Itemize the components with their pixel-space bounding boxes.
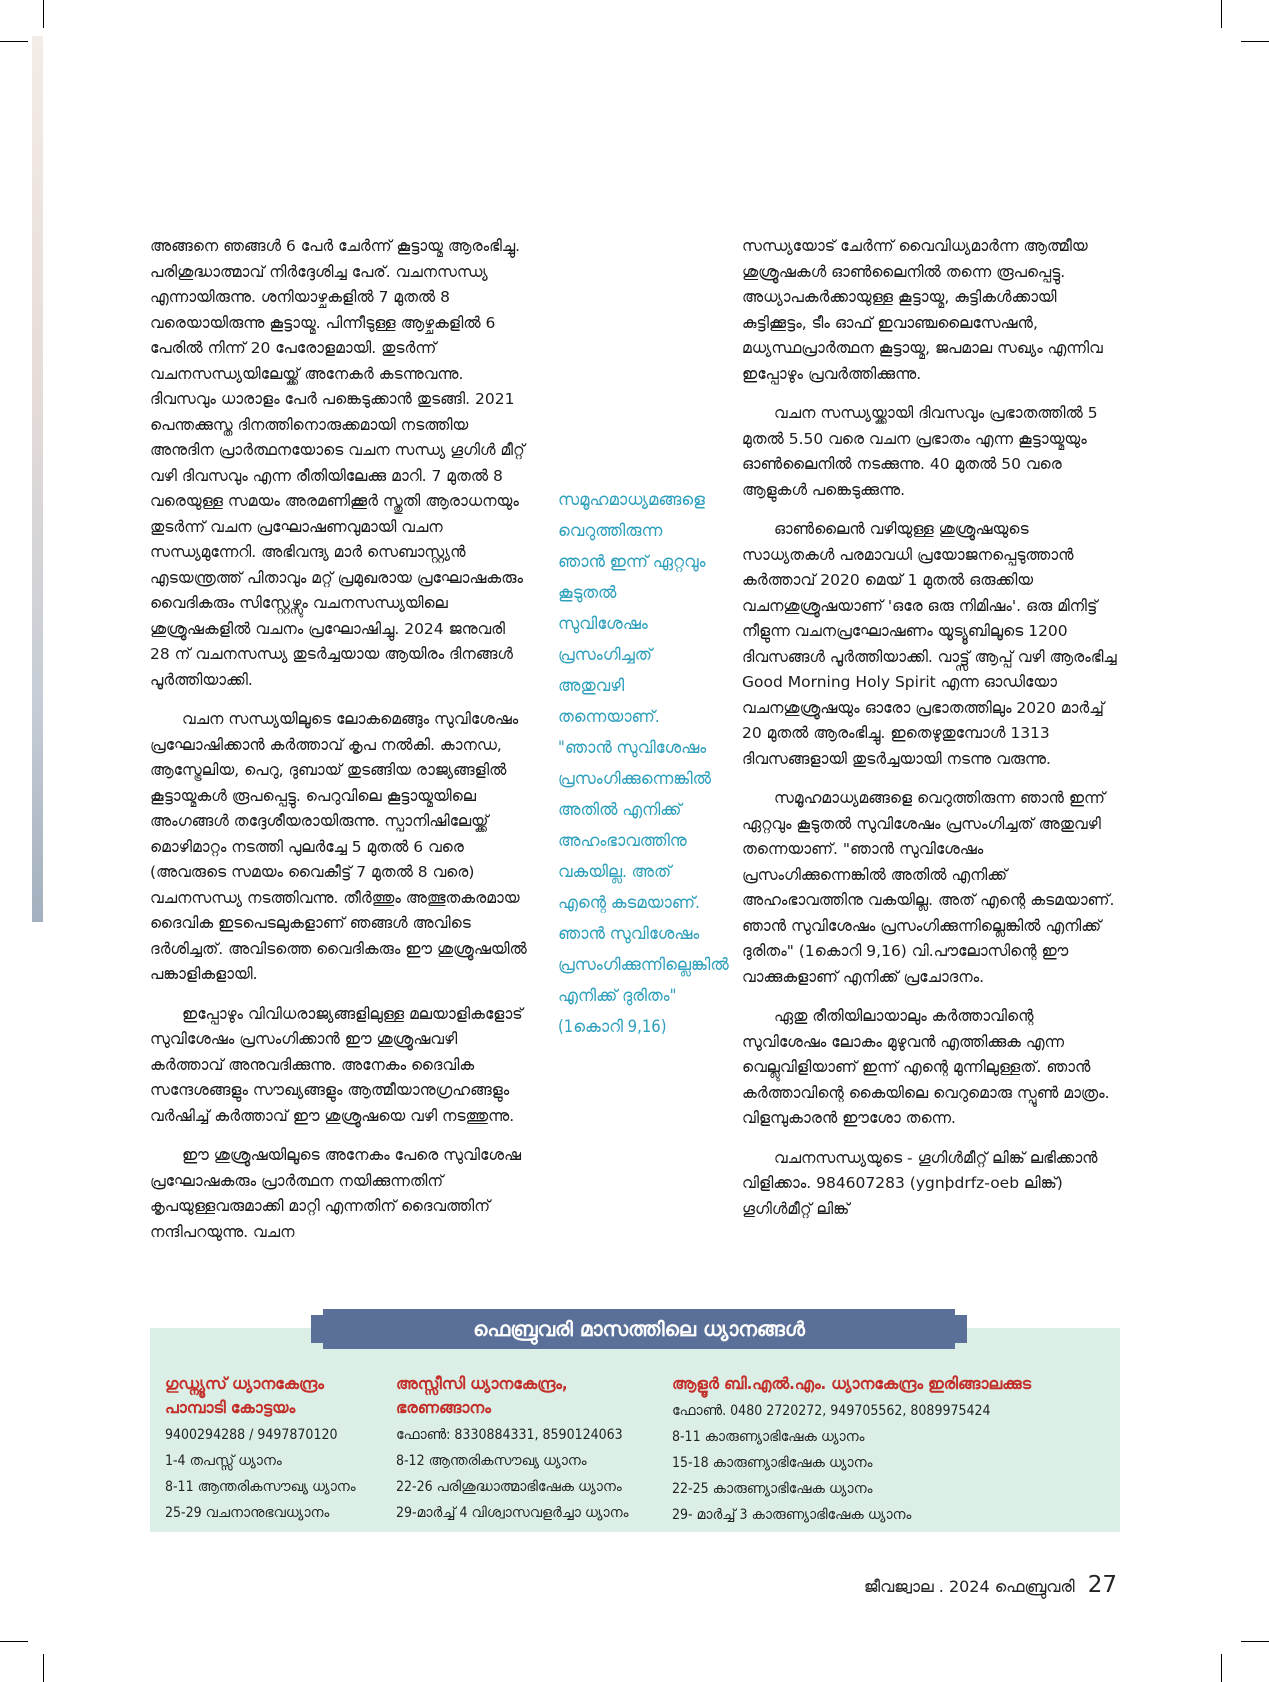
page-number: 27 — [1087, 1572, 1117, 1598]
retreat-event: 29- മാർച്ച് 3 കാരുണ്യാഭിഷേക ധ്യാനം — [672, 1507, 912, 1523]
article-paragraph: ഓൺലൈൻ വഴിയുള്ള ശുശ്രൂഷയുടെ സാധ്യതകൾ പരമാവധി പ്രയോജനപ്പെടുത്താൻ കർത്താവ് 2020 മെയ് 1 മുതൽ ഒരുക്കിയ വചനശുശ്രൂഷയാണ് 'ഒരേ ഒരു നിമിഷം'. ഒരു മിനിട്ട് നീളുന്ന വചനപ്രഘോഷണം യൂട്യൂബിലൂടെ 1200 ദിവസങ്ങൾ പൂർത്തിയാക്കി. വാട്ട്സ് ആപ്പ് വഴി ആരംഭിച്ച Good Morning Holy Spirit എന്ന ഓഡിയോ വചനശുശ്രൂഷയും ഓരോ പ്രഭാതത്തിലും 2020 മാർച്ച് 20 മുതൽ ആരംഭിച്ചു. ഇതെഴുതുമ്പോൾ 1313 ദിവസങ്ങളായി തുടർച്ചയായി നടന്നു വരുന്നു. — [742, 520, 1117, 768]
page-footer — [864, 1572, 1117, 1598]
crop-mark — [43, 0, 44, 28]
retreat-event: 8-12 ആന്തരികസൗഖ്യ ധ്യാനം — [396, 1453, 587, 1469]
pull-quote: സമൂഹമാധ്യമങ്ങളെ വെറുത്തിരുന്ന ഞാൻ ഇന്ന് ഏറ്റവും കൂടുതൽ സുവിശേഷം പ്രസംഗിച്ചത് അതുവഴി തന്നെയാണ്. "ഞാൻ സുവിശേഷം പ്രസംഗിക്കുന്നെങ്കിൽ അതിൽ എനിക്ക് അഹംഭാവത്തിനു വകയില്ല. അത് എന്റെ കടമയാണ്. ഞാൻ സുവിശേഷം പ്രസംഗിക്കുന്നില്ലെങ്കിൽ എനിക്ക് ദുരിതം" (1കൊറി 9,16) — [558, 490, 729, 1036]
retreat-center-title: ഗുഡ്ന്യൂസ് ധ്യാനകേന്ദ്രം പാമ്പാടി കോട്ടയം — [165, 1374, 324, 1417]
magazine-name-date: ജീവജ്വാല . 2024 ഫെബ്രുവരി — [863, 1577, 1075, 1596]
crop-mark — [0, 1641, 28, 1642]
retreat-event: 15-18 കാരുണ്യാഭിഷേക ധ്യാനം — [672, 1455, 873, 1471]
retreat-event: 1-4 തപസ്സ് ധ്യാനം — [165, 1453, 282, 1469]
article-paragraph: ഇപ്പോഴും വിവിധരാജ്യങ്ങളിലുള്ള മലയാളികളോട് സുവിശേഷം പ്രസംഗിക്കാൻ ഈ ശുശ്രൂഷവഴി കർത്താവ് അനുവദിക്കുന്നു. അനേകം ദൈവിക സന്ദേശങ്ങളും സൗഖ്യങ്ങളും ആത്മീയാനുഗ്രഹങ്ങളും വർഷിച്ച് കർത്താവ് ഈ ശുശ്രൂഷയെ വഴി നടത്തുന്നു. — [150, 1004, 523, 1125]
crop-mark — [0, 41, 28, 42]
article-paragraph: സമൂഹമാധ്യമങ്ങളെ വെറുത്തിരുന്ന ഞാൻ ഇന്ന് ഏറ്റവും കൂടുതൽ സുവിശേഷം പ്രസംഗിച്ചത് അതുവഴി തന്നെയാണ്. "ഞാൻ സുവിശേഷം പ്രസംഗിക്കുന്നെങ്കിൽ അതിൽ എനിക്ക് അഹംഭാവത്തിനു വകയില്ല. അത് എന്റെ കടമയാണ്. ഞാൻ സുവിശേഷം പ്രസംഗിക്കുന്നില്ലെങ്കിൽ എനിക്ക് ദുരിതം" (1കൊറി 9,16) വി.പൗലോസിന്റെ ഈ വാക്കുകളാണ് എനിക്ക് പ്രചോദനം. — [742, 789, 1115, 986]
retreat-center-phone: ഫോൺ. 0480 2720272, 949705562, 8089975424 — [672, 1403, 991, 1419]
crop-mark — [1221, 1654, 1222, 1682]
retreat-center — [396, 1372, 666, 1526]
retreat-event: 8-11 കാരുണ്യാഭിഷേക ധ്യാനം — [672, 1429, 865, 1445]
article-column-left — [150, 234, 528, 1259]
retreat-event: 22-26 പരിശുദ്ധാത്മാഭിഷേക ധ്യാനം — [396, 1479, 622, 1495]
retreat-center-title: ആളൂർ ബി.എൽ.എം. ധ്യാനകേന്ദ്രം ഇരിങ്ങാലക്കുട — [672, 1374, 1032, 1393]
retreat-event: 25-29 വചനാനുഭവധ്യാനം — [165, 1505, 330, 1521]
retreats-box — [150, 1328, 1120, 1532]
crop-mark — [1241, 1641, 1269, 1642]
retreat-event: 8-11 ആന്തരികസൗഖ്യ ധ്യാനം — [165, 1479, 356, 1495]
article-paragraph: സന്ധ്യയോട് ചേർന്ന് വൈവിധ്യമാർന്ന ആത്മീയ ശുശ്രൂഷകൾ ഓൺലൈനിൽ തന്നെ രൂപപ്പെട്ടു. അധ്യാപകർക്കായുള്ള കൂട്ടായ്മ, കുട്ടികൾക്കായി കുട്ടിക്കൂട്ടം, ടീം ഓഫ് ഇവാഞ്ചലൈസേഷൻ, മധ്യസ്ഥപ്രാർത്ഥന കൂട്ടായ്മ, ജപമാല സഖ്യം എന്നിവ ഇപ്പോഴും പ്രവർത്തിക്കുന്നു. — [742, 237, 1103, 383]
decorative-edge-stripe — [32, 36, 43, 922]
retreat-center — [165, 1372, 380, 1526]
retreat-event: 29-മാർച്ച് 4 വിശ്വാസവളർച്ചാ ധ്യാനം — [396, 1505, 629, 1521]
article-paragraph: ഈ ശുശ്രൂഷയിലൂടെ അനേകം പേരെ സുവിശേഷ പ്രഘോഷകരും പ്രാർത്ഥന നയിക്കുന്നതിന് കൃപയുള്ളവരുമാക്കി മാറ്റി എന്നതിന് ദൈവത്തിന് നന്ദിപറയുന്നു. വചന — [150, 1146, 521, 1241]
article-paragraph: വചനസന്ധ്യയുടെ - ഗൂഗിൾമീറ്റ് ലിങ്ക് ലഭിക്കാൻ വിളിക്കാം. 984607283 (ygnþdrfz-oeb ലിങ്ക്) ഗൂഗിൾമീറ്റ് ലിങ്ക് — [742, 1148, 1098, 1218]
retreat-center-phone: ഫോൺ: 8330884331, 8590124063 — [396, 1427, 623, 1443]
article-paragraph: ഏതു രീതിയിലായാലും കർത്താവിന്റെ സുവിശേഷം ലോകം മുഴുവൻ എത്തിക്കുക എന്ന വെല്ലുവിളിയാണ് ഇന്ന് എന്റെ മുന്നിലുള്ളത്. ഞാൻ കർത്താവിന്റെ കൈയിലെ വെറുമൊരു സ്പൂൺ മാത്രം. വിളമ്പുകാരൻ ഈശോ തന്നെ. — [742, 1007, 1110, 1127]
article-paragraph: വചന സന്ധ്യയിലൂടെ ലോകമെങ്ങും സുവിശേഷം പ്രഘോഷിക്കാൻ കർത്താവ് കൃപ നൽകി. കാനഡ, ആസ്ട്രേലിയ, പെറു, ദുബായ് തുടങ്ങിയ രാജ്യങ്ങളിൽ കൂട്ടായ്മകൾ രൂപപ്പെട്ടു. പെറുവിലെ കൂട്ടായ്മയിലെ അംഗങ്ങൾ തദ്ദേശീയരായിരുന്നു. സ്പാനിഷിലേയ്ക്ക് മൊഴിമാറ്റം നടത്തി പുലർച്ചേ 5 മുതൽ 6 വരെ (അവരുടെ സമയം വൈകീട്ട് 7 മുതൽ 8 വരെ) വചനസന്ധ്യ നടത്തിവന്നു. തീർത്തും അത്ഭുതകരമായ ദൈവിക ഇടപെടലുകളാണ് ഞങ്ങൾ അവിടെ ദർശിച്ചത്. അവിടത്തെ വൈദികരും ഈ ശുശ്രൂഷയിൽ പങ്കാളികളായി. — [150, 710, 527, 983]
crop-mark — [1221, 0, 1222, 28]
retreat-event: 22-25 കാരുണ്യാഭിഷേക ധ്യാനം — [672, 1481, 873, 1497]
retreats-heading: ഫെബ്രുവരി മാസത്തിലെ ധ്യാനങ്ങൾ — [323, 1309, 955, 1349]
article-paragraph: അങ്ങനെ ഞങ്ങൾ 6 പേർ ചേർന്ന് കൂട്ടായ്മ ആരംഭിച്ചു. പരിശുദ്ധാത്മാവ് നിർദ്ദേശിച്ച പേര്. വചനസന്ധ്യ എന്നായിരുന്നു. ശനിയാഴ്ചകളിൽ 7 മുതൽ 8 വരെയായിരുന്നു കൂട്ടായ്മ. പിന്നീടുള്ള ആഴ്ചകളിൽ 6 പേരിൽ നിന്ന് 20 പേരോളമായി. തുടർന്ന് വചനസന്ധ്യയിലേയ്ക്ക് അനേകർ കടന്നുവന്നു. ദിവസവും ധാരാളം പേർ പങ്കെടുക്കാൻ തുടങ്ങി. 2021 പെന്തക്കുസ്ത ദിനത്തിനൊരുക്കമായി നടത്തിയ അനുദിന പ്രാർത്ഥനയോടെ വചന സന്ധ്യ ഗൂഗിൾ മീറ്റ് വഴി ദിവസവും എന്ന രീതിയിലേക്കു മാറി. 7 മുതൽ 8 വരെയുള്ള സമയം അരമണിക്കൂർ സ്തുതി ആരാധനയും തുടർന്ന് വചന പ്രഘോഷണവുമായി വചന സന്ധ്യമുന്നേറി. അഭിവന്ദ്യ മാർ സെബാസ്റ്റ്യൻ എടയന്ത്രത്ത് പിതാവും മറ്റ് പ്രമുഖരായ പ്രഘോഷകരും വൈദികരും സിസ്റ്റേഴ്സും വചനസന്ധ്യയിലെ ശുശ്രൂഷകളിൽ വചനം പ്രഘോഷിച്ചു. 2024 ജനുവരി 28 ന് വചനസന്ധ്യ തുടർച്ചയായ ആയിരം ദിനങ്ങൾ പൂർത്തിയാക്കി. — [150, 237, 525, 689]
crop-mark — [43, 1654, 44, 1682]
retreat-center — [672, 1372, 1117, 1528]
crop-mark — [1241, 41, 1269, 42]
article-column-right — [742, 234, 1120, 1236]
retreat-center-title: അസ്സീസി ധ്യാനകേന്ദ്രം, ഭരണങ്ങാനം — [396, 1374, 568, 1417]
retreat-center-phone: 9400294288 / 9497870120 — [165, 1427, 338, 1443]
article-paragraph: വചന സന്ധ്യയ്ക്കായി ദിവസവും പ്രഭാതത്തിൽ 5 മുതൽ 5.50 വരെ വചന പ്രഭാതം എന്ന കൂട്ടായ്മയും ഓൺലൈനിൽ നടക്കുന്നു. 40 മുതൽ 50 വരെ ആളുകൾ പങ്കെടുക്കുന്നു. — [742, 404, 1098, 499]
